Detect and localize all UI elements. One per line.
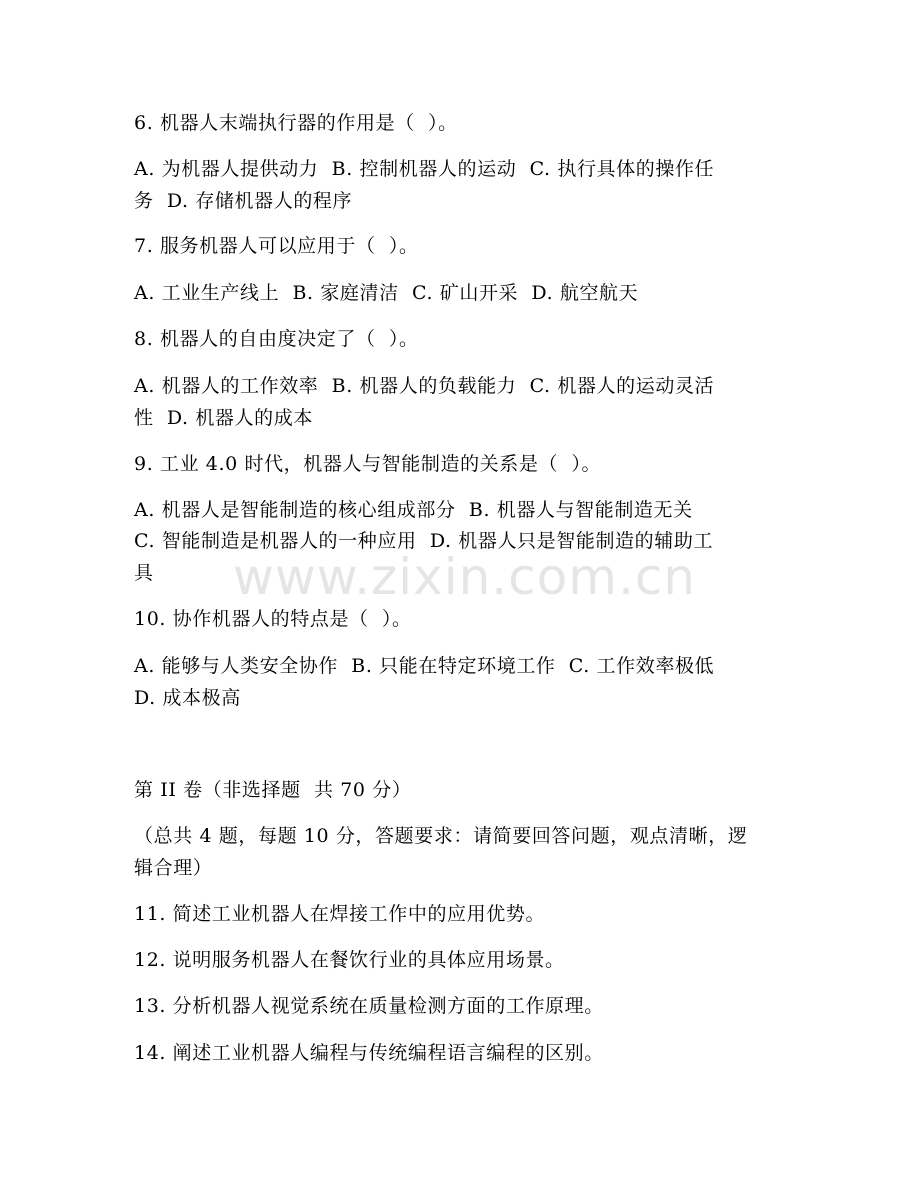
watermark: www.zixin.com.cn [233,548,697,606]
question-7-options-line-1: A. 工业生产线上 B. 家庭清洁 C. 矿山开采 D. 航空航天 [134,282,639,304]
question-13: 13. 分析机器人视觉系统在质量检测方面的工作原理。 [134,995,604,1017]
question-10-options-line-1: A. 能够与人类安全协作 B. 只能在特定环境工作 C. 工作效率极低 [134,655,715,677]
question-6-stem: 6. 机器人末端执行器的作用是（ ）。 [134,112,458,134]
section-header: 第 II 卷（非选择题 共 70 分） [134,779,412,801]
question-6-options-line-2: 务 D. 存储机器人的程序 [134,190,353,212]
question-8-options-line-1: A. 机器人的工作效率 B. 机器人的负载能力 C. 机器人的运动灵活 [134,375,715,397]
question-6-options-line-1: A. 为机器人提供动力 B. 控制机器人的运动 C. 执行具体的操作任 [134,158,715,180]
question-9-options-line-2: C. 智能制造是机器人的一种应用 D. 机器人只是智能制造的辅助工 [134,530,714,552]
question-8-stem: 8. 机器人的自由度决定了（ ）。 [134,328,419,350]
question-14: 14. 阐述工业机器人编程与传统编程语言编程的区别。 [134,1042,604,1064]
question-10-options-line-2: D. 成本极高 [134,687,241,709]
question-8-options-line-2: 性 D. 机器人的成本 [134,407,313,429]
question-11: 11. 简述工业机器人在焊接工作中的应用优势。 [134,903,546,925]
section-instructions-line-2: 辑合理） [134,857,213,879]
question-12: 12. 说明服务机器人在餐饮行业的具体应用场景。 [134,949,565,971]
question-10-stem: 10. 协作机器人的特点是（ ）。 [134,608,412,630]
question-9-options-line-1: A. 机器人是智能制造的核心组成部分 B. 机器人与智能制造无关 [134,499,693,521]
question-9-options-line-3: 具 [134,562,154,584]
question-9-stem: 9. 工业 4.0 时代，机器人与智能制造的关系是（ ）。 [134,453,602,475]
section-instructions-line-1: （总共 4 题，每题 10 分，答题要求：请简要回答问题，观点清晰，逻 [134,825,748,847]
question-7-stem: 7. 服务机器人可以应用于（ ）。 [134,235,419,257]
